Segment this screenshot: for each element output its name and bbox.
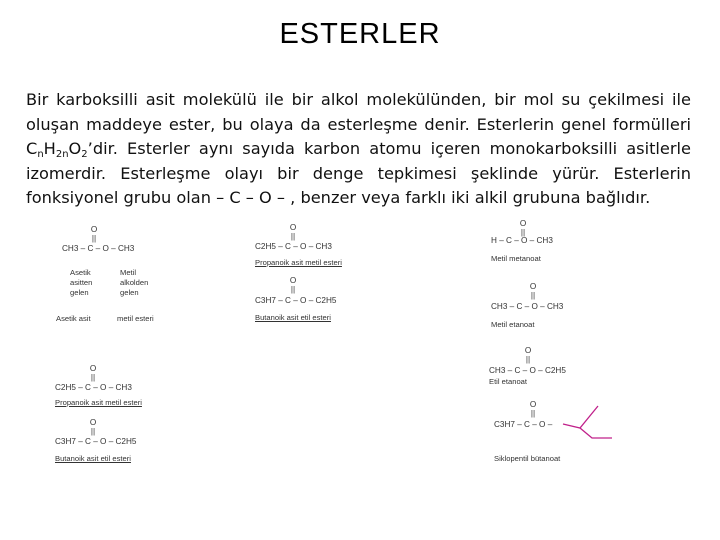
carbonyl-oxygen: O || <box>529 400 537 418</box>
alcohol-origin-label: Metil alkolden gelen <box>120 268 149 297</box>
ester-name: Butanoik asit etil esteri <box>55 454 131 463</box>
subscript-n: n <box>37 149 44 160</box>
ester-formula: C2H5 – C – O – CH3 <box>55 383 132 392</box>
paragraph-part-2: ’dir. Esterler aynı sayıda karbon atomu içeren monokarboksilli asitlerle izomerdir. Esterleşme olayı bir denge tepkimesi şeklinde yürür. Esterlerin fonksiyonel grubu olan – C – O – , benzer veya farklı iki alkil grubuna bağlıdır. <box>26 139 691 207</box>
ring-bond-upper <box>563 406 598 428</box>
ester-formula: C2H5 – C – O – CH3 <box>255 242 332 251</box>
ester-name: Propanoik asit metil esteri <box>255 258 342 267</box>
ester-name: Propanoik asit metil esteri <box>55 398 142 407</box>
carbonyl-oxygen: O || <box>519 219 527 237</box>
carbonyl-oxygen: O || <box>529 282 537 300</box>
subscript-2: 2 <box>81 149 88 160</box>
page-title: ESTERLER <box>279 18 441 50</box>
ester-formula: C3H7 – C – O – C2H5 <box>255 296 337 305</box>
formula-o: O <box>68 139 82 158</box>
acid-name: Asetik asit <box>56 314 91 323</box>
ester-formula: C3H7 – C – O – <box>494 420 553 429</box>
carbonyl-oxygen: O || <box>289 276 297 294</box>
ester-formula: CH3 – C – O – C2H5 <box>489 366 566 375</box>
carbonyl-oxygen: O || <box>524 346 532 364</box>
carbonyl-oxygen: O || <box>289 223 297 241</box>
paragraph-part-1: Bir karboksilli asit molekülü ile bir alkol molekülünden, bir mol su çekilmesi ile oluşan maddeye ester, bu olaya da esterleşme denir. Esterlerin genel formülleri C <box>26 90 691 158</box>
ester-name: Butanoik asit etil esteri <box>255 313 331 322</box>
acid-origin-label: Asetik asitten gelen <box>70 268 93 297</box>
ester-name: metil esteri <box>117 314 154 323</box>
subscript-2n: 2n <box>55 149 69 160</box>
ester-name: Etil etanoat <box>489 377 527 386</box>
ester-formula: CH3 – C – O – CH3 <box>491 302 564 311</box>
carbonyl-oxygen: O || <box>89 418 97 436</box>
ester-name: Metil metanoat <box>491 254 541 263</box>
body-paragraph <box>26 88 691 211</box>
carbonyl-oxygen: O || <box>89 364 97 382</box>
ester-formula: CH3 – C – O – CH3 <box>62 244 135 253</box>
ester-formula: C3H7 – C – O – C2H5 <box>55 437 137 446</box>
formula-h: H <box>43 139 56 158</box>
cyclopentyl-ring-icon <box>560 404 620 444</box>
ester-name: Metil etanoat <box>491 320 535 329</box>
carbonyl-oxygen: O || <box>90 225 98 243</box>
ester-name: Siklopentil bütanoat <box>494 454 561 463</box>
ring-bond-lower <box>580 428 612 438</box>
ester-formula: H – C – O – CH3 <box>491 236 553 245</box>
